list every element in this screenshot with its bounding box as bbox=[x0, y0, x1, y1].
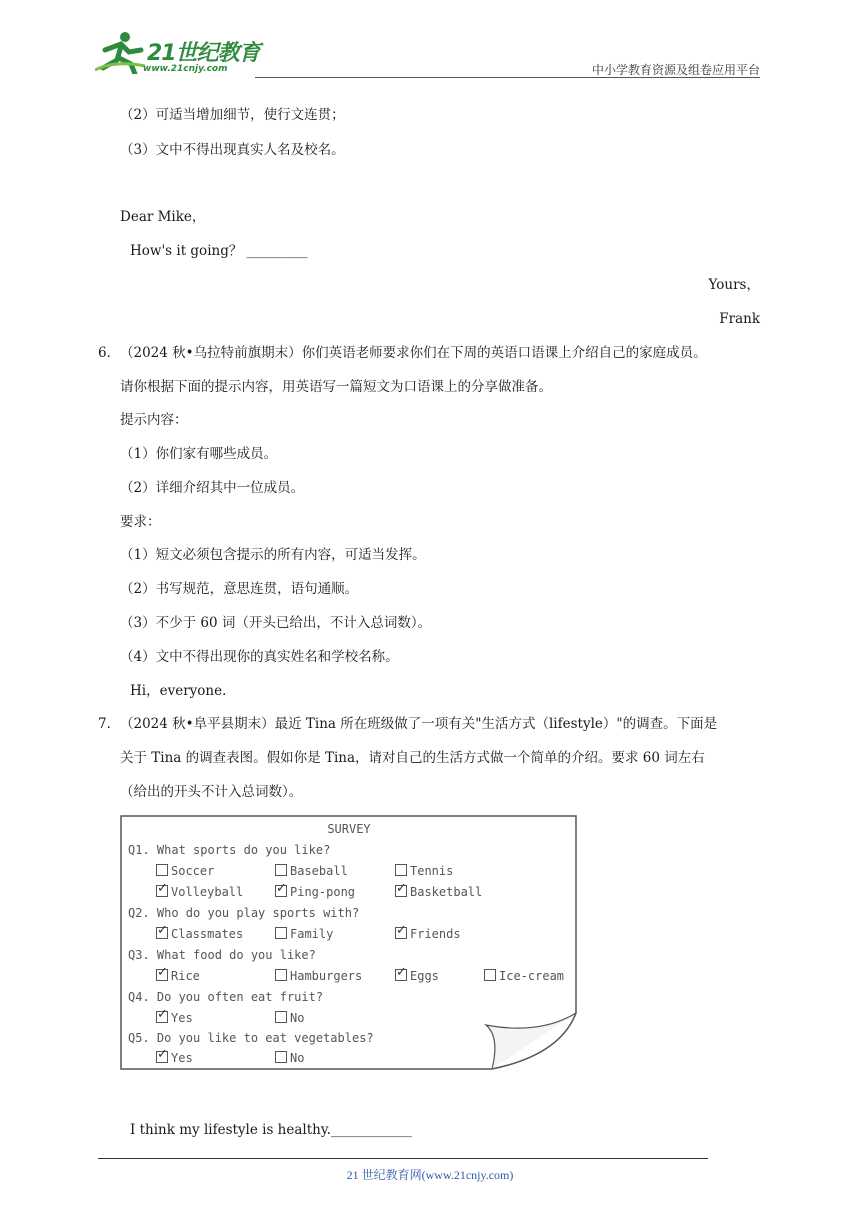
letter-closing: Yours， bbox=[708, 277, 760, 293]
survey-q5: Q5. Do you like to eat vegetables? bbox=[128, 1031, 374, 1045]
survey-option: Baseball bbox=[275, 864, 348, 878]
checked-checkbox-icon bbox=[395, 927, 407, 939]
survey-option: ✓Classmates bbox=[156, 927, 243, 941]
survey-q3: Q3. What food do you like? bbox=[128, 948, 316, 962]
checked-checkbox-icon bbox=[156, 927, 168, 939]
checked-checkbox-icon bbox=[275, 885, 287, 897]
q7-prompt-line3: （给出的开头不计入总词数）。 bbox=[120, 784, 303, 800]
footer-divider bbox=[98, 1158, 708, 1159]
q6-req-title: 要求： bbox=[120, 514, 161, 530]
letter-opening: How's it going？ _________ bbox=[130, 243, 308, 259]
survey-option: Ice-cream bbox=[484, 969, 564, 983]
survey-option: ✓ Basketball bbox=[395, 885, 482, 899]
q6-hint-1: （1）你们家有哪些成员。 bbox=[120, 446, 278, 462]
checkbox-icon bbox=[275, 1011, 287, 1023]
logo-title: 21世纪教育 bbox=[147, 41, 260, 66]
survey-title: SURVEY bbox=[327, 822, 371, 836]
q6-requirement-1: （1）短文必须包含提示的所有内容，可适当发挥。 bbox=[120, 547, 426, 563]
q7-prompt-line1: （2024 秋•阜平县期末）最近 Tina 所在班级做了一项有关"生活方式（lifestyle）"的调查。下面是 bbox=[120, 716, 718, 732]
q7-opening: I think my lifestyle is healthy.____________ bbox=[130, 1122, 412, 1138]
q6-requirement-4: （4）文中不得出现你的真实姓名和学校名称。 bbox=[120, 649, 399, 665]
runner-icon bbox=[95, 30, 147, 74]
survey-option: Family bbox=[275, 927, 333, 941]
checkbox-icon bbox=[275, 1051, 287, 1063]
q5-requirement-3: （3）文中不得出现真实人名及校名。 bbox=[120, 142, 345, 158]
letter-signature: Frank bbox=[719, 311, 760, 327]
survey-q1: Q1. What sports do you like? bbox=[128, 843, 331, 857]
checkbox-icon bbox=[275, 864, 287, 876]
checkbox-icon bbox=[484, 969, 496, 981]
q6-number: 6． bbox=[98, 345, 121, 361]
survey-option: Tennis bbox=[395, 864, 453, 878]
survey-option: Hamburgers bbox=[275, 969, 362, 983]
q7-prompt-line2: 关于 Tina 的调查表图。假如你是 Tina，请对自己的生活方式做一个简单的介绍。要求 60 词左右 bbox=[120, 750, 705, 766]
survey-option: Soccer bbox=[156, 864, 214, 878]
site-logo bbox=[95, 30, 265, 78]
checked-checkbox-icon bbox=[156, 969, 168, 981]
q6-requirement-2: （2）书写规范，意思连贯，语句通顺。 bbox=[120, 581, 359, 597]
survey-q2: Q2. Who do you play sports with? bbox=[128, 906, 360, 920]
survey-q4: Q4. Do you often eat fruit? bbox=[128, 990, 324, 1004]
q6-hint-2: （2）详细介绍其中一位成员。 bbox=[120, 480, 305, 496]
q6-prompt-line1: （2024 秋•乌拉特前旗期末）你们英语老师要求你们在下周的英语口语课上介绍自己的家庭成员。 bbox=[120, 345, 707, 361]
q6-prompt-line2: 请你根据下面的提示内容，用英语写一篇短文为口语课上的分享做准备。 bbox=[120, 379, 552, 395]
survey-option: ✓ Friends bbox=[395, 927, 461, 941]
checkbox-icon bbox=[275, 969, 287, 981]
survey-option: ✓ Eggs bbox=[395, 969, 439, 983]
survey-option: No bbox=[275, 1011, 304, 1025]
footer-link[interactable]: 21 世纪教育网(www.21cnjy.com) bbox=[346, 1168, 514, 1182]
checkbox-icon bbox=[275, 927, 287, 939]
survey-option: ✓ Ping-pong bbox=[275, 885, 355, 899]
survey-option: ✓Volleyball bbox=[156, 885, 243, 899]
q6-requirement-3: （3）不少于 60 词（开头已给出，不计入总词数）。 bbox=[120, 615, 432, 631]
survey-option: ✓Yes bbox=[156, 1011, 193, 1025]
logo-url: www.21cnjy.com bbox=[143, 64, 228, 74]
checked-checkbox-icon bbox=[156, 1051, 168, 1063]
survey-option: ✓Rice bbox=[156, 969, 200, 983]
checkbox-icon bbox=[156, 864, 168, 876]
q5-requirement-2: （2）可适当增加细节，使行文连贯； bbox=[120, 107, 345, 123]
header-divider bbox=[255, 77, 760, 78]
q6-hint-title: 提示内容： bbox=[120, 412, 188, 428]
q7-number: 7． bbox=[98, 716, 121, 732]
checked-checkbox-icon bbox=[395, 885, 407, 897]
checked-checkbox-icon bbox=[156, 885, 168, 897]
survey-figure bbox=[120, 815, 578, 1070]
survey-option: ✓Yes bbox=[156, 1051, 193, 1065]
checkbox-icon bbox=[395, 864, 407, 876]
survey-option: No bbox=[275, 1051, 304, 1065]
platform-title: 中小学教育资源及组卷应用平台 bbox=[591, 63, 760, 77]
checked-checkbox-icon bbox=[156, 1011, 168, 1023]
checked-checkbox-icon bbox=[395, 969, 407, 981]
letter-greeting: Dear Mike， bbox=[120, 209, 206, 225]
q6-opening: Hi，everyone. bbox=[130, 683, 227, 699]
page-header bbox=[95, 30, 760, 78]
